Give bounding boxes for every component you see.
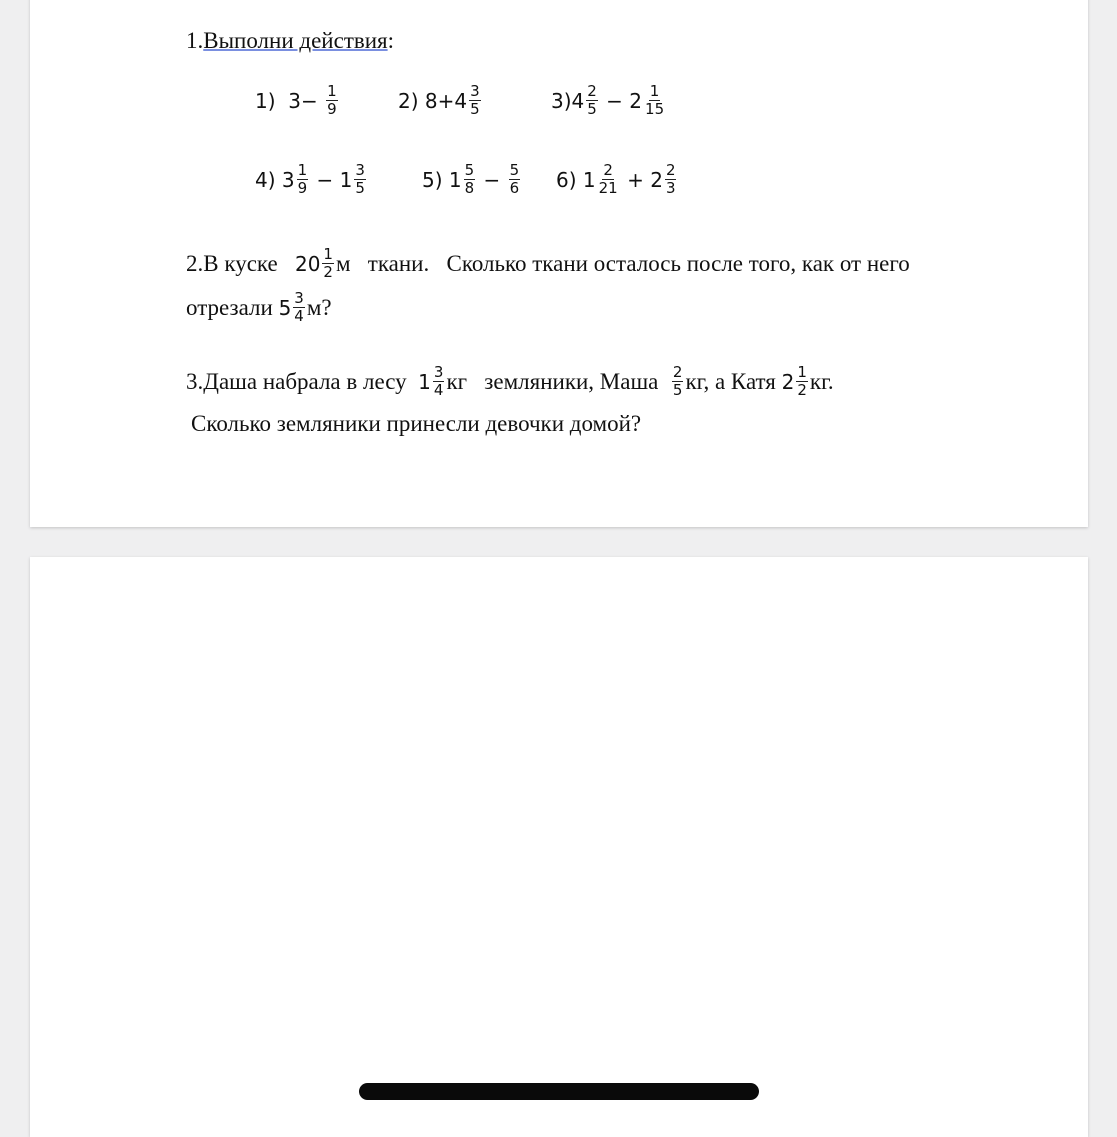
unit: кг <box>446 368 468 394</box>
task2-line-2 <box>186 289 332 327</box>
operator: − <box>300 89 318 113</box>
unit: кг. <box>809 368 834 394</box>
whole-number: 1 <box>339 168 353 192</box>
task2-prefix: 2.В куске <box>186 250 278 276</box>
item-label: 5) <box>422 168 443 192</box>
task2-line2-prefix: отрезали <box>186 294 273 320</box>
fraction: $\frac{1}{9}$ <box>327 82 337 118</box>
document-page-2 <box>30 557 1088 1137</box>
task1-item-1 <box>255 82 340 120</box>
fraction: $\frac{3}{5}$ <box>355 161 365 197</box>
whole-number: 1 <box>448 168 462 192</box>
task3-prefix: 3.Даша набрала в лесу <box>186 368 407 394</box>
home-indicator-bar[interactable] <box>359 1083 759 1100</box>
unit: м <box>335 250 351 276</box>
item-label: 2) <box>398 89 419 113</box>
task1-item-6 <box>556 161 678 199</box>
fraction: $\frac{1}{15}$ <box>645 82 665 118</box>
task2-line-1 <box>186 245 910 283</box>
task3-line-2 <box>191 411 641 437</box>
whole-number: 4 <box>571 89 585 113</box>
task3-text: кг, а Катя <box>685 368 776 394</box>
operator: + <box>627 168 644 192</box>
fraction: $\frac{3}{5}$ <box>470 82 480 118</box>
task2-text: ткани. Сколько ткани осталось после того, как от него <box>367 250 910 276</box>
task1-heading <box>186 28 394 54</box>
task1-colon: : <box>387 28 395 53</box>
task1-heading-text: Выполни действия <box>203 28 388 53</box>
whole-number: 20 <box>294 251 321 276</box>
fraction: $\frac{2}{21}$ <box>598 161 618 197</box>
whole-number: 2 <box>650 168 663 192</box>
whole-number: 5 <box>278 295 292 320</box>
whole-number: 3 <box>288 89 301 113</box>
whole-number: 1 <box>418 369 431 394</box>
operator: − <box>606 89 623 113</box>
unit: м? <box>306 294 332 320</box>
item-label: 1) <box>255 89 276 113</box>
whole-number: 8+4 <box>424 89 468 113</box>
item-label: 6) <box>556 168 577 192</box>
task1-item-2 <box>398 82 483 120</box>
task1-item-5 <box>422 161 522 199</box>
whole-number: 3 <box>281 168 295 192</box>
fraction: $\frac{5}{6}$ <box>509 161 520 197</box>
fraction: $\frac{3}{4}$ <box>294 289 304 325</box>
fraction: $\frac{3}{4}$ <box>433 363 444 399</box>
task1-item-4 <box>255 161 368 199</box>
operator: − <box>316 168 334 192</box>
fraction: $\frac{5}{8}$ <box>464 161 475 197</box>
task3-question: Сколько земляники принесли девочки домой? <box>191 411 642 436</box>
whole-number: 2 <box>629 89 643 113</box>
whole-number: 1 <box>582 168 596 192</box>
fraction: $\frac{1}{2}$ <box>323 245 333 281</box>
task3-line-1 <box>186 363 834 401</box>
item-label: 3) <box>551 89 572 113</box>
whole-number: 2 <box>781 369 795 394</box>
task1-number: 1. <box>186 28 204 53</box>
fraction: $\frac{2}{5}$ <box>587 82 597 118</box>
task1-item-3 <box>551 82 667 120</box>
fraction: $\frac{1}{2}$ <box>797 363 807 399</box>
fraction: $\frac{1}{9}$ <box>297 161 308 197</box>
item-label: 4) <box>255 168 276 192</box>
document-page-1 <box>30 0 1088 527</box>
operator: − <box>483 168 501 192</box>
task3-text: земляники, Маша <box>484 368 659 394</box>
fraction: $\frac{2}{3}$ <box>665 161 676 197</box>
fraction: $\frac{2}{5}$ <box>672 363 683 399</box>
